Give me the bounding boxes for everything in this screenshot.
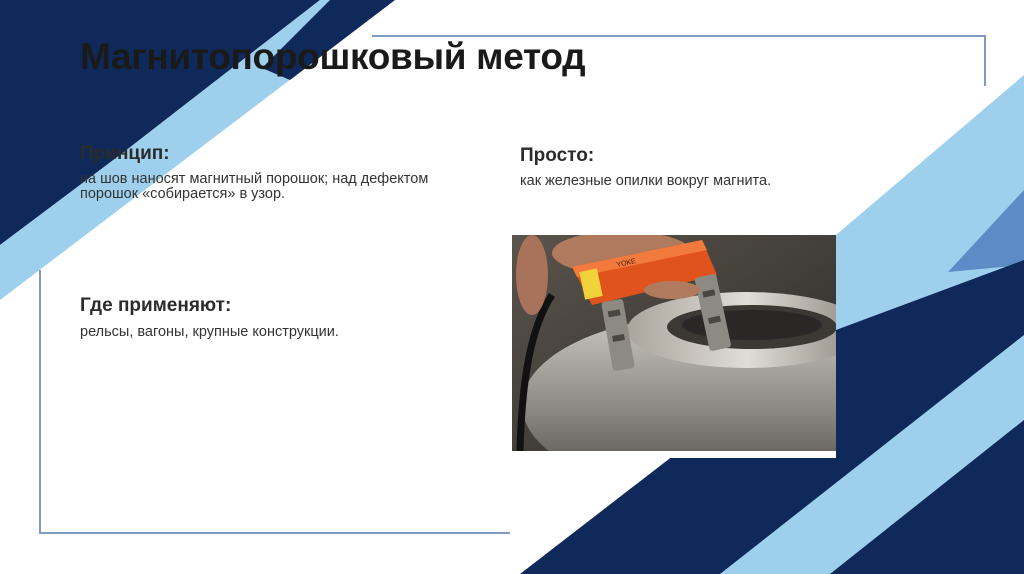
principle-text-line-2: порошок «собирается» в узор. xyxy=(80,186,286,202)
simple-heading: Просто: xyxy=(520,145,595,166)
principle-text xyxy=(80,172,500,202)
photo-illustration xyxy=(512,235,836,451)
usage-text: рельсы, вагоны, крупные конструкции. xyxy=(80,324,339,340)
magnetic-yoke-photo xyxy=(512,235,836,451)
principle-text-line-1: на шов наносят магнитный порошок; над дефектом xyxy=(80,171,429,187)
principle-heading: Принцип: xyxy=(80,143,170,164)
usage-heading: Где применяют: xyxy=(80,295,232,316)
slide-title: Магнитопорошковый метод xyxy=(80,36,586,77)
device-label: YOKE xyxy=(615,258,637,269)
simple-text: как железные опилки вокруг магнита. xyxy=(520,173,772,189)
